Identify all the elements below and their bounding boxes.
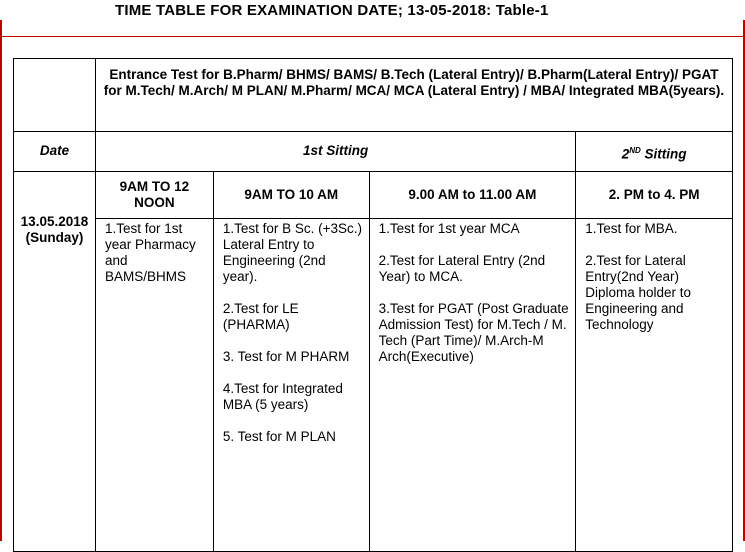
exam-date: 13.05.2018 [20,213,89,229]
slot-2-tests [213,218,369,551]
slot-4-test-1: 1.Test for MBA. [585,220,678,236]
slot-2-test-4: 4.Test for Integrated MBA (5 years) [222,380,343,412]
document-title: TIME TABLE FOR EXAMINATION DATE; 13-05-2018: Table-1 [115,2,549,19]
slot-4-test-2: 2.Test for Lateral Entry(2nd Year) Diploma holder to Engineering and Technology [585,252,692,332]
slot-3-test-3: 3.Test for PGAT (Post Graduate Admission Test) for M.Tech / M. Tech (Part Time)/ M.Arch-M Arch(Executive) [378,300,569,364]
tests-row [14,218,733,551]
slot-1-test-1: 1.Test for 1st year Pharmacy and BAMS/BHMS [104,220,196,284]
slot-2-time: 9AM TO 10 AM [213,171,369,218]
time-slot-row [14,171,733,218]
timetable [13,58,733,552]
slot-2-test-5: 5. Test for M PLAN [222,428,336,444]
second-sitting-label: Sitting [640,146,687,162]
course-header: Entrance Test for B.Pharm/ BHMS/ BAMS/ B.Tech (Lateral Entry)/ B.Pharm(Lateral Entry)/ PGAT for M.Tech/ M.Arch/ M PLAN/ M.Pharm/ MCA/ MCA (Lateral Entry) / MBA/ Integrated MBA(5years). [95,59,732,132]
slot-2-test-1: 1.Test for B Sc. (+3Sc.) Lateral Entry to Engineering (2nd year). [222,220,363,284]
slot-1-time: 9AM TO 12 NOON [95,171,213,218]
second-sitting-header [576,132,733,172]
date-column-header: Date [14,132,96,172]
course-header-row [14,59,733,132]
slot-3-time: 9.00 AM to 11.00 AM [369,171,576,218]
column-header-row [14,132,733,172]
page-border-top [0,36,745,37]
second-sitting-sup: ND [629,146,641,155]
first-sitting-header: 1st Sitting [95,132,575,172]
slot-4-time: 2. PM to 4. PM [576,171,733,218]
slot-4-tests [576,218,733,551]
slot-3-test-1: 1.Test for 1st year MCA [378,220,520,236]
blank-corner-cell [14,59,96,132]
exam-date-cell [14,171,96,551]
slot-2-test-3: 3. Test for M PHARM [222,348,350,364]
slot-2-test-2: 2.Test for LE (PHARMA) [222,300,299,332]
slot-3-test-2: 2.Test for Lateral Entry (2nd Year) to MCA. [378,252,546,284]
second-sitting-number: 2 [621,146,630,162]
page-border-left [0,20,2,541]
exam-day: (Sunday) [25,229,84,245]
slot-3-tests [369,218,576,551]
slot-1-tests [95,218,213,551]
